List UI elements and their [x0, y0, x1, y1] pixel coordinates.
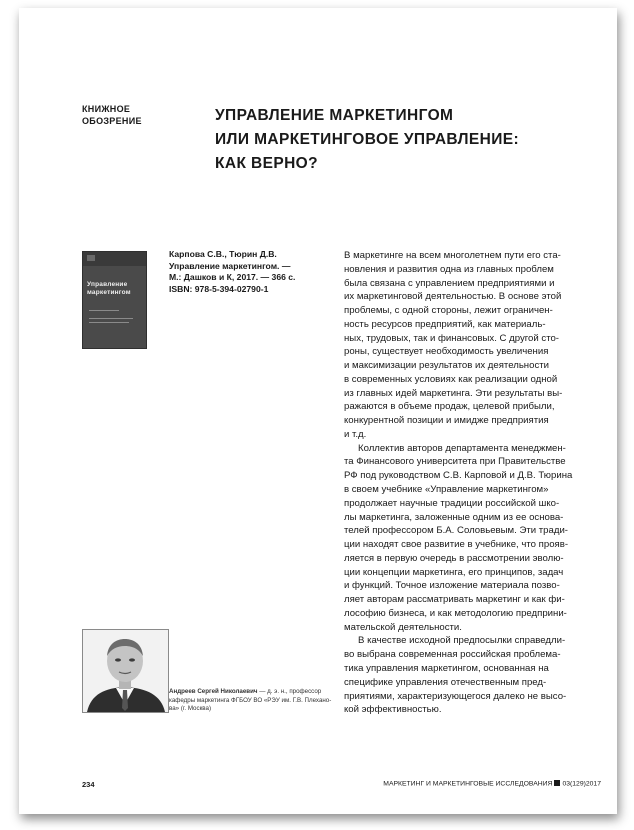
body-line: из главных идей маркетинга. Эти результаты вы- [344, 387, 563, 399]
article-title [215, 104, 595, 176]
square-bullet-icon [554, 780, 560, 786]
body-line: новления и развития одна из главных проблем [344, 263, 554, 275]
bibliography-line: Карпова С.В., Тюрин Д.В. [169, 249, 277, 259]
body-line: специфике управления отечественным пред- [344, 676, 547, 688]
body-line: В качестве исходной предпосылки справедли- [358, 635, 566, 647]
body-line: конкурентной позиции и имидже предприятия [344, 415, 549, 427]
body-line: во выбрана современная российская проблема- [344, 649, 561, 661]
body-line: ляет авторам рассматривать маркетинг и как фи- [344, 594, 565, 606]
body-line: ции концепции маркетинга, его принципов, задач [344, 566, 564, 578]
title-line: КАК ВЕРНО? [215, 155, 319, 172]
body-line: лы маркетинга, заложенные одним из ее основа- [344, 511, 564, 523]
paragraph [344, 249, 602, 442]
body-line: ных, трудовых, так и финансовых. С другой сто- [344, 332, 560, 344]
bibliography-line: Управление маркетингом. — [169, 260, 291, 271]
cover-decoration [89, 310, 119, 311]
body-line: ляется в первую очередь в рассмотрении эволю- [344, 552, 564, 564]
book-cover-image [82, 251, 147, 349]
cover-title [87, 281, 143, 297]
cover-decoration [89, 318, 133, 319]
body-line: Коллектив авторов департамента менеджмен- [358, 442, 566, 454]
body-line: мательской деятельности. [344, 621, 462, 633]
body-line: кой эффективностью. [344, 704, 442, 716]
body-line: и максимизации результатов их деятельности [344, 360, 549, 372]
cover-title-line: Управление [87, 281, 128, 288]
paragraph [344, 634, 602, 717]
body-line: и функций. Точное изложение материала позво- [344, 580, 560, 592]
body-line: та Финансового университета при Правительстве [344, 456, 566, 468]
section-label [82, 103, 182, 127]
body-line: В маркетинге на всем многолетнем пути его ста- [344, 250, 561, 261]
book-bibliography [169, 249, 329, 295]
body-line: приятиями, характеризующегося далеко не высо- [344, 690, 567, 702]
section-label-line: ОБОЗРЕНИЕ [82, 116, 142, 126]
article-body [344, 249, 602, 717]
body-line: продолжает научные традиции российской шко- [344, 497, 560, 509]
body-line: была связана с управлением предприятиями и [344, 277, 555, 289]
title-line: УПРАВЛЕНИЕ МАРКЕТИНГОМ [215, 107, 454, 124]
author-credentials: кафедры маркетинга ФГБОУ ВО «РЭУ им. Г.В. Плехано- [169, 696, 332, 704]
page-number: 234 [82, 780, 95, 789]
journal-page [19, 8, 617, 814]
running-footer [329, 780, 601, 788]
bibliography-line: М.: Дашков и К, 2017. — 366 с. [169, 272, 296, 283]
issue-number: 03(129)2017 [562, 780, 601, 788]
body-line: их маркетинговой деятельностью. В основе этой [344, 291, 562, 303]
body-line: проблемы, с одной стороны, лежит ограничен- [344, 305, 553, 317]
body-line: ражаются в объеме продаж, целевой прибыли, [344, 401, 555, 413]
title-line: ИЛИ МАРКЕТИНГОВОЕ УПРАВЛЕНИЕ: [215, 131, 520, 148]
author-photo [82, 629, 169, 713]
body-line: в современных условиях как реализации одной [344, 373, 558, 385]
body-line: ность ресурсов предприятий, как материаль- [344, 318, 546, 330]
author-caption [169, 688, 339, 714]
author-portrait-image [83, 630, 168, 712]
body-line: ции находят свое развитие в учебнике, что прояв- [344, 539, 569, 551]
paragraph [344, 442, 602, 635]
section-label-line: КНИЖНОЕ [82, 104, 131, 114]
author-name: Андреев Сергей Николаевич [169, 688, 258, 695]
cover-header-band [83, 252, 146, 266]
publisher-logo-icon [87, 255, 95, 261]
cover-decoration [89, 322, 129, 323]
body-line: и т.д. [344, 428, 367, 440]
body-line: РФ под руководством С.В. Карповой и Д.В. Тюрина [344, 470, 573, 482]
body-line: роны, существует необходимость увеличения [344, 346, 549, 358]
body-line: телей профессором Б.А. Соловьевым. Эти тради- [344, 525, 568, 537]
body-line: тика управления маркетингом, основанная на [344, 662, 549, 674]
author-credentials: ва» (г. Москва) [169, 705, 212, 712]
body-line: лософию бизнеса, и как методологию предприни- [344, 607, 567, 619]
journal-name: МАРКЕТИНГ И МАРКЕТИНГОВЫЕ ИССЛЕДОВАНИЯ [383, 780, 553, 788]
bibliography-line: ISBN: 978-5-394-02790-1 [169, 283, 269, 294]
body-line: в своем учебнике «Управление маркетингом» [344, 484, 549, 496]
cover-title-line: маркетингом [87, 289, 131, 296]
author-credentials: — д. э. н., профессор [257, 688, 322, 695]
